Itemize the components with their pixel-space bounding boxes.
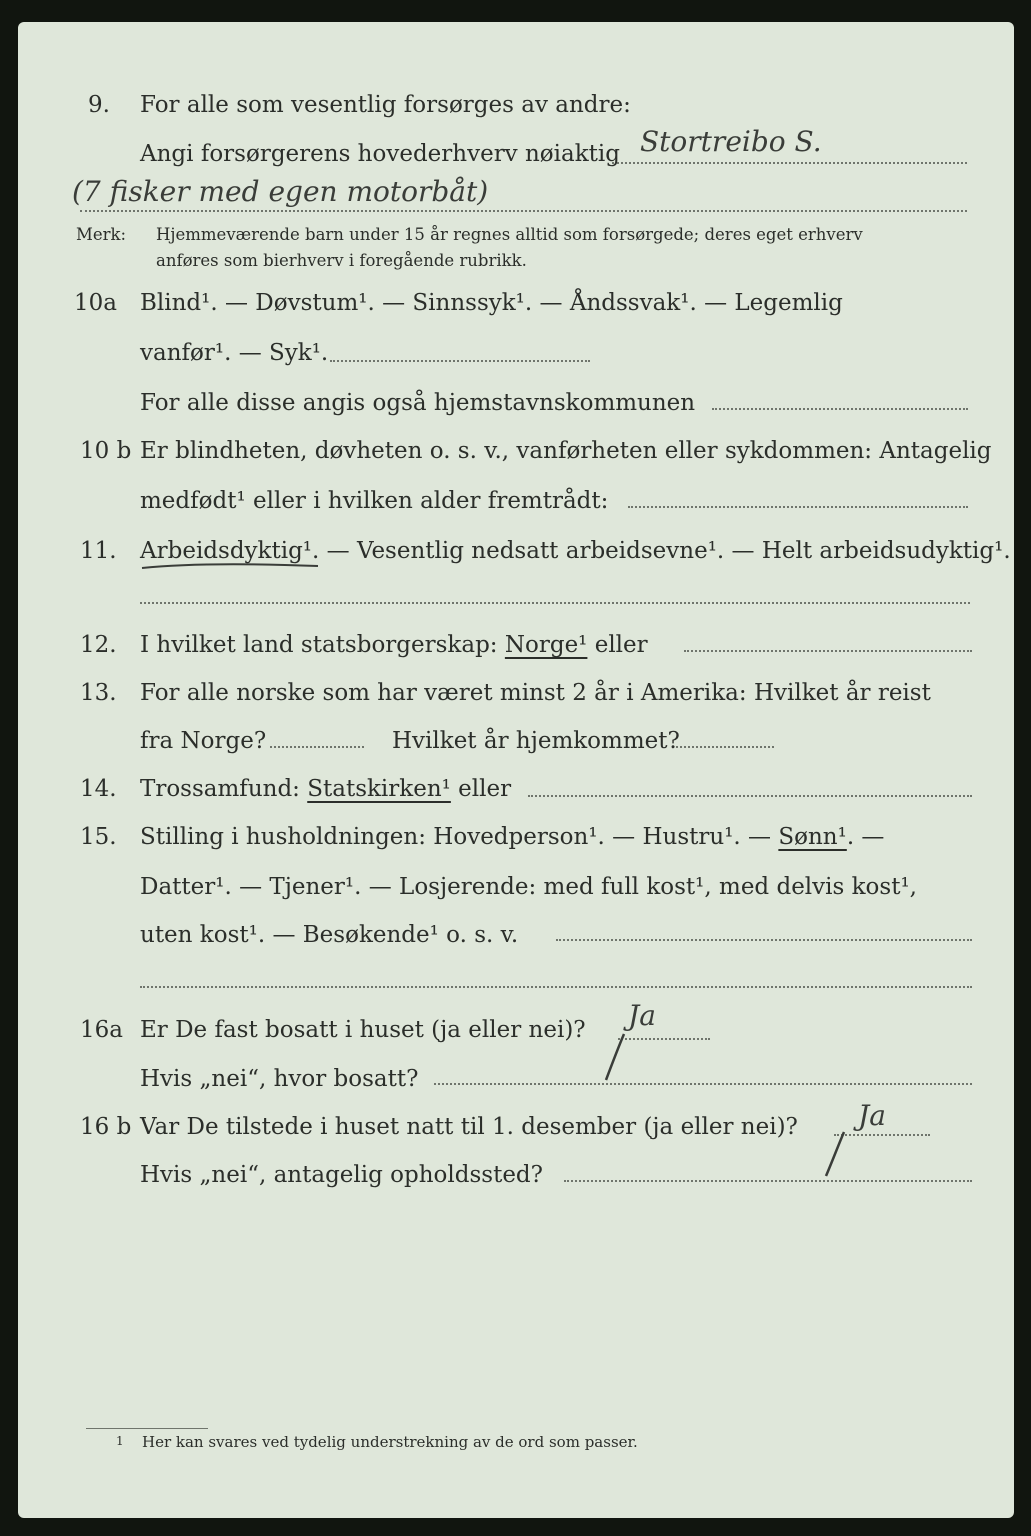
q10a-number: 10a [74, 290, 117, 316]
q15-line3: uten kost¹. — Besøkende¹ o. s. v. [140, 922, 519, 948]
q11-number: 11. [80, 538, 117, 564]
merk-label: Merk: [76, 225, 127, 244]
q13-line1: For alle norske som har været minst 2 år i Amerika: Hvilket år reist [140, 680, 931, 706]
q10a-kommune-line [712, 408, 968, 410]
q15-line1-pre: Stilling i husholdningen: Hovedperson¹. — Hustru¹. — [140, 824, 779, 850]
q9-number: 9. [88, 92, 110, 118]
q11-opt-arbeidsdyktig[interactable]: Arbeidsdyktig¹. [140, 538, 320, 564]
q16b-opholdssted-line [564, 1180, 972, 1182]
q11-answer-line [140, 602, 970, 604]
q10a-line2: vanfør¹. — Syk¹. [140, 340, 329, 366]
q10b-number: 10 b [80, 438, 132, 464]
q10b-line2: medfødt¹ eller i hvilken alder fremtrådt: [140, 488, 609, 514]
q14-number: 14. [80, 776, 117, 802]
q9-handwritten-answer2: (7 fisker med egen motorbåt) [72, 175, 489, 208]
q9-handwritten-answer1: Stortreibo S. [640, 125, 822, 158]
q16a-handwritten-answer: Ja [628, 999, 656, 1032]
q14-post: eller [450, 776, 512, 802]
q13-line2a: fra Norge? [140, 728, 267, 754]
q13-line2b: Hvilket år hjemkommet? [392, 728, 680, 754]
q14-text [140, 774, 511, 804]
q9-answer-line1 [612, 162, 967, 164]
q14-answer-line [528, 795, 972, 797]
merk-line2: anføres som bierhverv i foregående rubrikk. [156, 251, 527, 270]
q16b-number: 16 b [80, 1114, 132, 1140]
q9-line2: Angi forsørgerens hovederhverv nøiaktig [140, 141, 620, 167]
q16a-answer-line [618, 1038, 710, 1040]
footnote-rule [86, 1428, 208, 1429]
q12-answer-line [684, 650, 972, 652]
q16a-line1: Er De fast bosatt i huset (ja eller nei)? [140, 1017, 586, 1043]
q16b-line2: Hvis „nei“, antagelig opholdssted? [140, 1162, 543, 1188]
q10b-line1: Er blindheten, døvheten o. s. v., vanførheten eller sykdommen: Antagelig [140, 438, 992, 464]
q16b-handwritten-answer: Ja [858, 1099, 886, 1132]
q16a-line2: Hvis „nei“, hvor bosatt? [140, 1066, 419, 1092]
q13-reist-line [270, 746, 364, 748]
q13-hjemkommet-line [676, 746, 774, 748]
q11-handwritten-underline [140, 560, 320, 574]
q10a-line3: For alle disse angis også hjemstavnskommunen [140, 390, 696, 416]
q13-number: 13. [80, 680, 117, 706]
q10a-syk-line [330, 360, 590, 362]
census-form-sheet [18, 22, 1014, 1518]
q15-answer-line [556, 939, 972, 941]
q10b-answer-line [628, 506, 968, 508]
q15-line1-post: . — [846, 824, 885, 850]
q12-opt-norge[interactable]: Norge¹ [504, 632, 588, 658]
q15-number: 15. [80, 824, 117, 850]
q15-line1 [140, 822, 884, 852]
q9-line1: For alle som vesentlig forsørges av andre: [140, 92, 631, 118]
q16b-line1: Var De tilstede i huset natt til 1. desember (ja eller nei)? [140, 1114, 798, 1140]
footnote-mark: 1 [116, 1434, 124, 1448]
q15-opt-sonn[interactable]: Sønn¹ [778, 824, 847, 850]
q12-text [140, 630, 648, 660]
q12-pre: I hvilket land statsborgerskap: [140, 632, 505, 658]
q16a-handwritten-stroke [600, 1030, 630, 1082]
merk-line1: Hjemmeværende barn under 15 år regnes alltid som forsørgede; deres eget erhverv [156, 225, 863, 244]
q10a-line1: Blind¹. — Døvstum¹. — Sinnssyk¹. — Åndssvak¹. — Legemlig [140, 290, 843, 316]
q12-post: eller [587, 632, 648, 658]
q16a-number: 16a [80, 1017, 123, 1043]
q16b-handwritten-stroke [820, 1128, 850, 1180]
q14-opt-statskirken[interactable]: Statskirken¹ [307, 776, 451, 802]
q15-extra-line [140, 986, 972, 988]
q16a-bosatt-line [434, 1083, 972, 1085]
q11-rest: — Vesentlig nedsatt arbeidsevne¹. — Helt arbeidsudyktig¹. [319, 538, 1011, 564]
q12-number: 12. [80, 632, 117, 658]
q9-answer-line2 [80, 210, 967, 212]
q15-line2: Datter¹. — Tjener¹. — Losjerende: med full kost¹, med delvis kost¹, [140, 874, 917, 900]
q14-pre: Trossamfund: [140, 776, 308, 802]
footnote-text: Her kan svares ved tydelig understrekning av de ord som passer. [142, 1433, 638, 1451]
